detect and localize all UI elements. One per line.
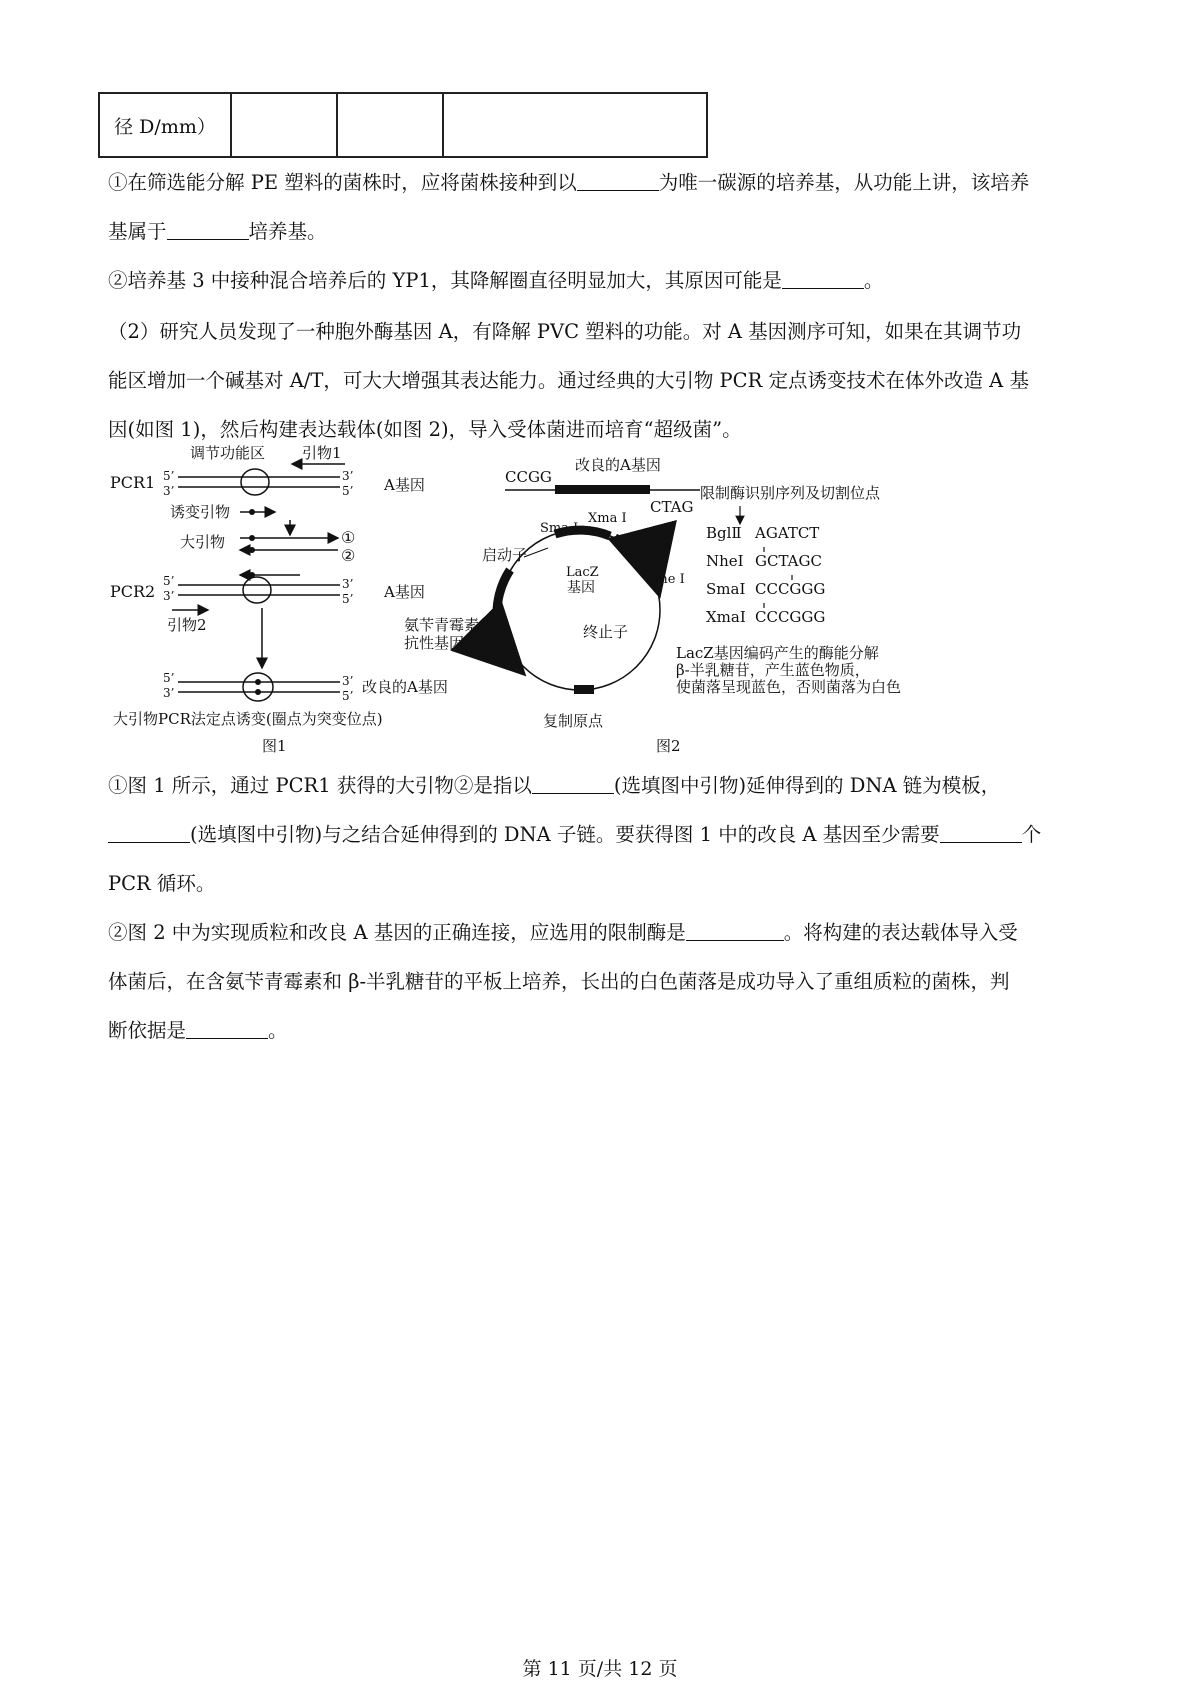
fig2-amp-2: 抗性基因	[404, 634, 465, 652]
q3-line-1: ①图 1 所示，通过 PCR1 获得的大引物②是指以 (选填图中引物)延伸得到的 DNA 链为模板，	[108, 774, 1001, 797]
q2-intro-line-2: 能区增加一个碱基对 A/T，可大大增强其表达能力。通过经典的大引物 PCR 定点诱变技术在体外改造 A 基	[108, 369, 1029, 392]
end-label: 5’	[342, 484, 354, 498]
answer-blank[interactable]	[186, 1018, 268, 1039]
primer-1-circle: ①	[341, 528, 356, 547]
q2-intro-line-3: 因(如图 1)，然后构建表达载体(如图 2)，导入受体菌进而培育“超级菌”。	[108, 418, 742, 441]
fig2-note-1: LacZ基因编码产生的酶能分解	[676, 644, 879, 662]
figure-1	[110, 444, 448, 755]
seq-name: SmaⅠ	[706, 580, 746, 598]
figure-2	[404, 456, 901, 755]
seq-name: BglⅡ	[706, 524, 742, 542]
fig2-origin: 复制原点	[543, 712, 604, 730]
seq-name: XmaⅠ	[706, 608, 746, 626]
seq-value: GCTAGC	[755, 552, 822, 570]
q1-line-3: ②培养基 3 中接种混合培养后的 YP1，其降解圈直径明显加大，其原因可能是 。	[108, 269, 884, 292]
fig2-ccgg: CCGG	[505, 468, 552, 486]
fig2-bgl: Bgl Ⅱ	[633, 541, 669, 556]
fig1-mutant-primer: 诱变引物	[170, 503, 231, 521]
fig1-primer1-label: 引物1	[302, 444, 342, 462]
fig1-gene-a2: A基因	[384, 583, 425, 601]
fig1-reg-region: 调节功能区	[190, 444, 266, 462]
answer-blank[interactable]	[577, 170, 659, 191]
fig2-nhe: Nhe Ⅰ	[648, 572, 685, 587]
fig2-lacz-gene: 基因	[567, 580, 595, 596]
fig2-terminator: 终止子	[583, 623, 629, 641]
question-1-sub	[108, 158, 1098, 305]
fig2-note-2: β-半乳糖苷，产生蓝色物质，	[676, 661, 870, 679]
q3-line-6: 断依据是 。	[108, 1019, 288, 1042]
q3-line-5: 体菌后，在含氨苄青霉素和 β-半乳糖苷的平板上培养，长出的白色菌落是成功导入了重组质粒的菌株，判	[108, 970, 1010, 993]
seq-value: AGATCT	[755, 524, 820, 542]
end-label: 5’	[342, 592, 354, 606]
answer-blank[interactable]	[167, 219, 249, 240]
table-cell	[443, 93, 707, 157]
question-2-intro	[108, 307, 1098, 454]
fig1-caption: 大引物PCR法定点诱变(圈点为突变位点)	[113, 710, 383, 728]
primer-2-circle: ②	[341, 546, 356, 565]
q3-line-2: (选填图中引物)与之结合延伸得到的 DNA 子链。要获得图 1 中的改良 A 基因至少需要 个	[108, 810, 1098, 859]
answer-blank[interactable]	[686, 920, 784, 941]
amp-resistance-arrow	[497, 570, 520, 670]
answer-blank[interactable]	[108, 822, 190, 843]
table-cell-label: 径 D/mm）	[99, 93, 231, 157]
q2-intro-line-1: （2）研究人员发现了一种胞外酶基因 A，有降解 PVC 塑料的功能。对 A 基因测序可知，如果在其调节功	[108, 320, 1022, 343]
end-label: 5’	[163, 469, 175, 483]
end-label: 3’	[163, 686, 175, 700]
q1-line-1: ①在筛选能分解 PE 塑料的菌株时，应将菌株接种到以 为唯一碳源的培养基，从功能上讲，该培养	[108, 171, 1030, 194]
end-label: 5’	[342, 689, 354, 703]
fig1-big-primer: 大引物	[180, 533, 226, 551]
fig1-primer2-label: 引物2	[167, 616, 207, 634]
question-2-sub	[108, 761, 1098, 1055]
fig2-ctag: CTAG	[650, 498, 694, 516]
end-label: 3’	[342, 674, 354, 688]
fig2-enzyme-title: 限制酶识别序列及切割位点	[700, 484, 881, 502]
fig2-amp-1: 氨苄青霉素	[404, 616, 480, 634]
seq-value: CCCGGG	[755, 608, 826, 626]
data-table	[98, 92, 708, 158]
fig2-lacz-label: LacZ	[566, 565, 599, 580]
fig1-pcr2: PCR2	[110, 582, 156, 601]
fig1-gene-a1: A基因	[384, 476, 425, 494]
fig2-promoter: 启动子	[482, 546, 528, 564]
end-label: 5’	[163, 574, 175, 588]
figures	[0, 440, 1200, 770]
seq-value: CCCGGG	[755, 580, 826, 598]
q3-line-4: ②图 2 中为实现质粒和改良 A 基因的正确连接，应选用的限制酶是 。将构建的表达载体导入受	[108, 921, 1018, 944]
page-footer: 第 11 页/共 12 页	[522, 1658, 678, 1680]
table-cell	[231, 93, 337, 157]
origin-mark	[574, 685, 594, 694]
end-label: 3’	[342, 469, 354, 483]
answer-blank[interactable]	[532, 773, 614, 794]
end-label: 3’	[342, 577, 354, 591]
fig1-label: 图1	[262, 737, 287, 755]
end-label: 3’	[163, 484, 175, 498]
fig1-pcr1: PCR1	[110, 473, 156, 492]
fig2-note-3: 使菌落呈现蓝色，否则菌落为白色	[676, 678, 902, 696]
table-row	[99, 93, 707, 157]
seq-name: NheⅠ	[706, 552, 744, 570]
answer-blank[interactable]	[940, 822, 1022, 843]
fig2-improved-gene: 改良的A基因	[575, 456, 661, 474]
q3-line-3: PCR 循环。	[108, 872, 216, 895]
fig1-improved-gene: 改良的A基因	[362, 678, 448, 696]
fig2-sma: Sma Ⅰ	[540, 521, 579, 536]
fig2-xma: Xma Ⅰ	[588, 511, 627, 526]
fig2-label: 图2	[656, 737, 681, 755]
end-label: 5’	[163, 671, 175, 685]
table-cell	[337, 93, 443, 157]
answer-blank[interactable]	[782, 268, 864, 289]
end-label: 3’	[163, 589, 175, 603]
q1-line-2: 基属于 培养基。	[108, 220, 327, 243]
